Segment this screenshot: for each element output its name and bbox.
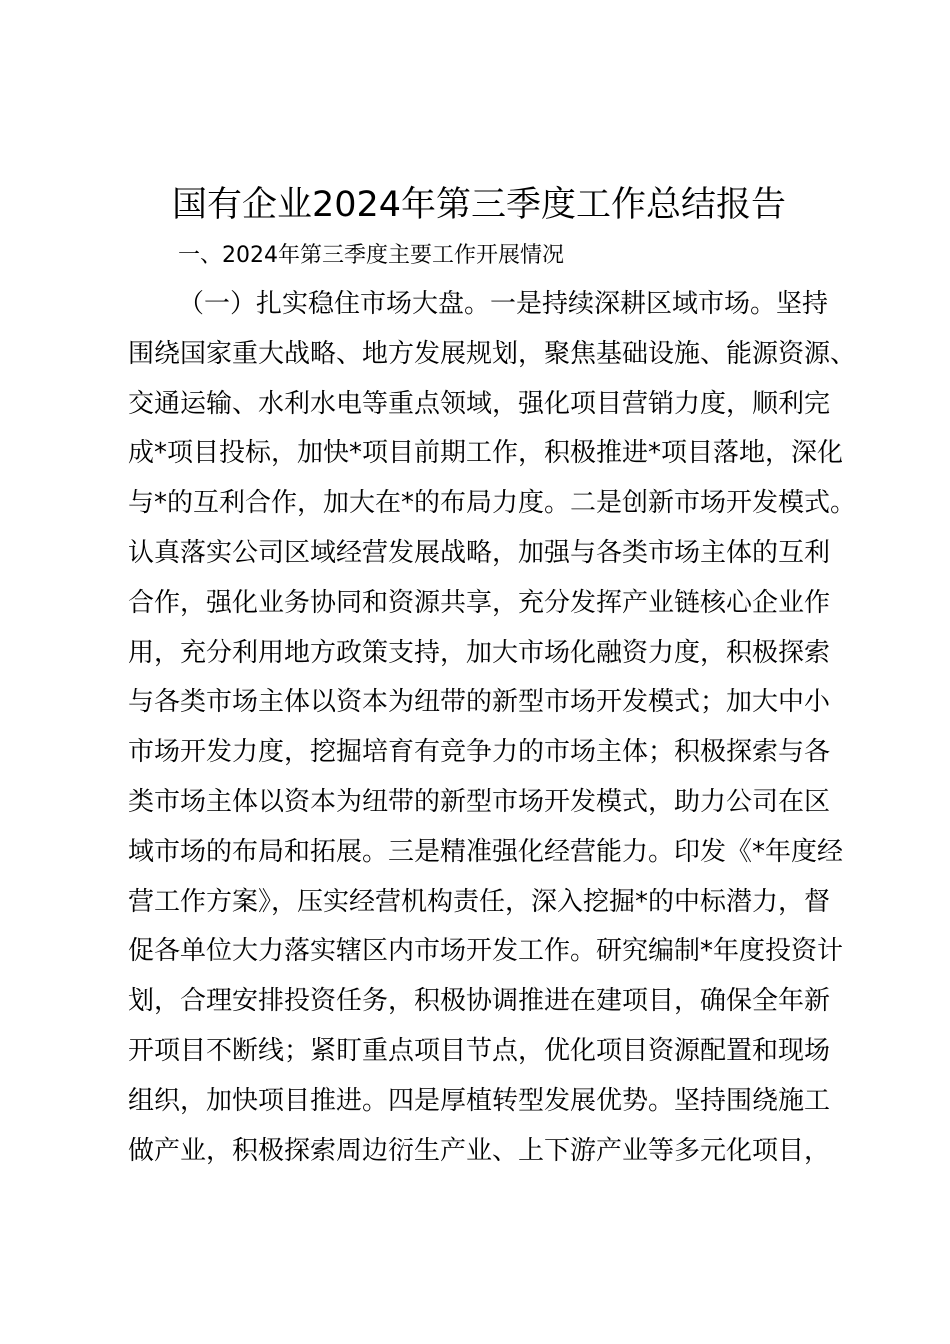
paragraph-line: 划，合理安排投资任务，积极协调推进在建项目，确保全年新	[128, 986, 831, 1017]
section-heading: 一、2024年第三季度主要工作开展情况	[178, 243, 564, 268]
paragraph-line: 做产业，积极探索周边衍生产业、上下游产业等多元化项目，	[128, 1135, 831, 1166]
paragraph-line: 开项目不断线；紧盯重点项目节点，优化项目资源配置和现场	[128, 1035, 831, 1066]
paragraph-line: 域市场的布局和拓展。三是精准强化经营能力。印发《*年度经	[128, 836, 844, 867]
paragraph-line: 与*的互利合作，加大在*的布局力度。二是创新市场开发模式。	[128, 488, 857, 519]
paragraph-line: 类市场主体以资本为纽带的新型市场开发模式，助力公司在区	[128, 786, 831, 817]
paragraph-line: 合作，强化业务协同和资源共享，充分发挥产业链核心企业作	[128, 587, 831, 618]
document-title: 国有企业2024年第三季度工作总结报告	[171, 185, 787, 225]
paragraph-line: （一）扎实稳住市场大盘。一是持续深耕区域市场。坚持	[178, 289, 829, 319]
paragraph-line: 与各类市场主体以资本为纽带的新型市场开发模式；加大中小	[128, 687, 831, 718]
paragraph-line: 营工作方案》，压实经营机构责任，深入挖掘*的中标潜力，督	[128, 886, 831, 917]
paragraph-line: 围绕国家重大战略、地方发展规划，聚焦基础设施、能源资源、	[128, 338, 857, 369]
paragraph-line: 用，充分利用地方政策支持，加大市场化融资力度，积极探索	[128, 637, 831, 668]
paragraph-line: 促各单位大力落实辖区内市场开发工作。研究编制*年度投资计	[128, 936, 844, 967]
paragraph-line: 成*项目投标，加快*项目前期工作，积极推进*项目落地，深化	[128, 438, 844, 469]
paragraph-line: 市场开发力度，挖掘培育有竞争力的市场主体；积极探索与各	[128, 737, 831, 768]
paragraph-line: 组织，加快项目推进。四是厚植转型发展优势。坚持围绕施工	[128, 1085, 831, 1116]
paragraph-line: 认真落实公司区域经营发展战略，加强与各类市场主体的互利	[128, 537, 831, 568]
body-paragraph	[128, 280, 888, 1176]
paragraph-line: 交通运输、水利水电等重点领域，强化项目营销力度，顺利完	[128, 388, 831, 419]
